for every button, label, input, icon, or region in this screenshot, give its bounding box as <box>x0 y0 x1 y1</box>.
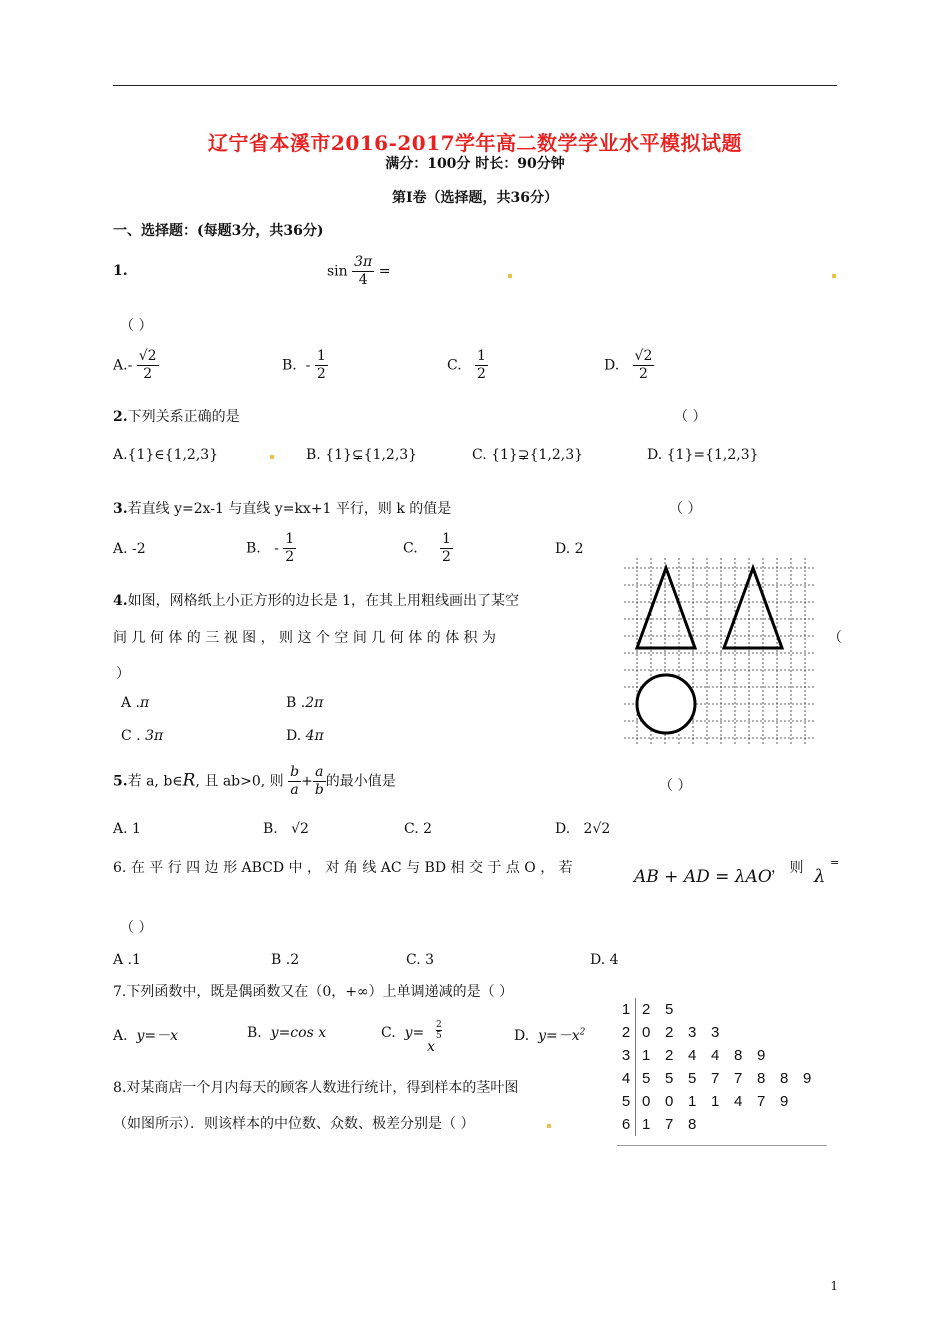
q3-option-d: D. 2 <box>555 541 584 557</box>
q4-line1 <box>113 590 519 610</box>
opt-label: A. <box>113 357 128 374</box>
leaf-value: 1 <box>688 1093 697 1110</box>
leaf-value: 7 <box>734 1070 743 1087</box>
opt-label: B. <box>246 540 261 557</box>
opt-label: D. <box>555 821 571 837</box>
q5-text1: 若 a, b∈ <box>127 773 183 790</box>
stem-leaf-baseline <box>617 1145 827 1146</box>
leaf-value: 2 <box>665 1047 674 1064</box>
leaf-value: 5 <box>688 1070 697 1087</box>
opt-value: 2√2 <box>583 821 611 837</box>
header-rule <box>113 85 837 86</box>
frac-den: 2 <box>316 366 326 382</box>
stem-leaf-row <box>617 998 826 1021</box>
stem-leaf-row <box>617 1113 826 1136</box>
stem-value: 5 <box>617 1090 636 1113</box>
opt-label: C. <box>447 357 462 374</box>
q5-plus: + <box>301 773 313 790</box>
opt-label: C. <box>403 540 418 557</box>
q5-number: 5. <box>113 773 128 790</box>
opt-label: A. <box>113 1028 128 1044</box>
frac-num: a <box>313 764 326 782</box>
q4-close-paren: ） <box>116 666 130 682</box>
stem-value: 1 <box>617 998 636 1021</box>
q6-stem <box>113 857 573 877</box>
opt-label: D. <box>286 728 302 744</box>
frac-num: 1 <box>316 348 326 364</box>
leaf-value: 5 <box>665 1070 674 1087</box>
q1-sin: sin <box>327 263 348 280</box>
q7-option-d <box>514 1025 585 1045</box>
q8-line1 <box>113 1077 518 1097</box>
leaf-values <box>636 1044 827 1067</box>
opt-label: B. {1} <box>306 447 352 463</box>
stem-leaf-plot <box>617 998 829 1146</box>
q2-answer-paren: （ ） <box>674 409 707 425</box>
section-heading: 一、选择题：(每题3分，共36分) <box>113 223 324 239</box>
q7-c-exponent <box>436 1020 442 1041</box>
opt-label: C . <box>121 728 141 744</box>
frac-num: b <box>290 764 300 780</box>
q3-option-a: A. -2 <box>113 541 146 557</box>
q4-option-a <box>121 695 149 711</box>
opt-sign: - <box>305 357 311 374</box>
q1-frac-den: 4 <box>358 272 368 288</box>
frac-den: 2 <box>477 366 486 382</box>
q2-option-c <box>472 447 583 463</box>
leaf-value: 1 <box>642 1047 651 1064</box>
q5-option-a: A. 1 <box>113 821 141 837</box>
frac-num: 1 <box>441 531 451 547</box>
leaf-value: 1 <box>711 1093 720 1110</box>
leaf-value: 0 <box>665 1093 674 1110</box>
opt-sign: - <box>274 540 279 557</box>
opt-label: A . <box>121 695 141 711</box>
opt-relation: ={1,2,3} <box>693 447 759 463</box>
page-title: 辽宁省本溪市2016-2017学年高二数学学业水平模拟试题 <box>207 131 743 155</box>
q3-number: 3. <box>113 501 128 517</box>
q6-lambda: λ <box>814 866 826 887</box>
exp-den: 5 <box>436 1031 442 1041</box>
leaf-value: 5 <box>642 1070 651 1087</box>
opt-value: y= <box>404 1025 425 1041</box>
q4-option-b <box>286 695 323 711</box>
q2-option-d <box>647 447 759 463</box>
q7-stem <box>113 981 513 1001</box>
q6-option-c: C. 3 <box>406 952 435 968</box>
leaf-values <box>636 1113 827 1136</box>
q3-answer-paren: （ ） <box>669 501 702 517</box>
frac-num: 1 <box>477 348 486 364</box>
leaf-value: 7 <box>711 1070 720 1087</box>
q2-stem <box>113 406 240 426</box>
mark-dot <box>508 274 512 278</box>
opt-label: D. <box>514 1028 530 1044</box>
leaf-value: 9 <box>757 1047 766 1064</box>
frac-num: √2 <box>634 348 653 364</box>
leaf-value: 4 <box>711 1047 720 1064</box>
opt-value: √2 <box>291 821 309 837</box>
q1-eq: = <box>378 263 391 280</box>
q7-number: 7. <box>113 984 127 1000</box>
opt-value: y=－x <box>538 1028 580 1044</box>
q7-c-base: x <box>427 1039 435 1055</box>
q1-option-c <box>447 348 488 383</box>
stem-leaf-row <box>617 1090 826 1113</box>
leaf-value: 0 <box>642 1024 651 1041</box>
stem-leaf-row <box>617 1021 826 1044</box>
q3-option-b <box>246 531 296 566</box>
q6-equation: AB + AD = λAO <box>634 867 772 887</box>
mark-dot <box>832 274 836 278</box>
mark-dot <box>270 455 274 459</box>
leaf-value: 4 <box>688 1047 697 1064</box>
frac-den: 2 <box>441 549 451 565</box>
stem-value: 6 <box>617 1113 636 1136</box>
leaf-value: 9 <box>780 1093 789 1110</box>
leaf-value: 5 <box>665 1001 674 1018</box>
stem-leaf-row <box>617 1044 826 1067</box>
q5-option-d <box>555 821 610 837</box>
stem-value: 4 <box>617 1067 636 1090</box>
q4-option-c <box>121 728 163 744</box>
opt-value: 2π <box>305 695 324 711</box>
opt-relation: ∈{1,2,3} <box>154 447 219 463</box>
q4-number: 4. <box>113 593 128 609</box>
q6-option-a: A .1 <box>113 952 141 968</box>
q7-text: 下列函数中，既是偶函数又在（0，+∞）上单调递减的是（ ） <box>126 984 514 1000</box>
leaf-value: 8 <box>688 1116 697 1133</box>
q8-text1: 对某商店一个月内每天的顾客人数进行统计，得到样本的茎叶图 <box>126 1080 519 1096</box>
q5-option-c: C. 2 <box>404 821 433 837</box>
q5-answer-paren: （ ） <box>659 778 692 794</box>
q5-stem <box>113 764 396 799</box>
q8-line2: （如图所示）．则该样本的中位数、众数、极差分别是（ ） <box>113 1116 475 1132</box>
opt-label: D. {1} <box>647 447 694 463</box>
leaf-values <box>636 998 827 1021</box>
q4-option-d <box>286 728 324 744</box>
leaf-value: 2 <box>665 1024 674 1041</box>
leaf-values <box>636 1067 827 1090</box>
part-heading: 第Ⅰ卷（选择题，共36分） <box>391 190 559 206</box>
frac-num: 1 <box>285 531 295 547</box>
opt-value: 4π <box>305 728 324 744</box>
leaf-value: 7 <box>665 1116 674 1133</box>
q1-option-b <box>282 348 328 383</box>
opt-label: C. {1} <box>472 447 518 463</box>
leaf-values <box>636 1090 827 1113</box>
leaf-value: 8 <box>757 1070 766 1087</box>
three-view-figure <box>620 556 840 746</box>
q4-text1: 如图，网格纸上小正方形的边长是 1，在其上用粗线画出了某空 <box>127 593 519 609</box>
q1-number: 1. <box>113 263 128 279</box>
opt-superscript: 2 <box>579 1027 586 1038</box>
stem-value: 2 <box>617 1021 636 1044</box>
q2-option-b <box>306 447 417 463</box>
q4-open-paren: （ <box>828 630 842 646</box>
q1-frac-num: 3π <box>354 254 373 270</box>
q1-expression <box>327 254 390 289</box>
opt-value: π <box>140 695 150 711</box>
q6-text: 在 平 行 四 边 形 ABCD 中 ， 对 角 线 AC 与 BD 相 交 于 点 O ， 若 <box>130 860 573 876</box>
exp-num: 2 <box>436 1020 442 1030</box>
frac-den: 2 <box>639 366 648 382</box>
q8-number: 8. <box>113 1080 127 1096</box>
q1-option-d <box>604 348 654 383</box>
frac-den: b <box>314 782 324 798</box>
opt-label: B. <box>282 357 297 374</box>
opt-relation: ⊊{1,2,3} <box>351 447 418 463</box>
q2-number: 2. <box>113 409 128 425</box>
q5-text3: 的最小值是 <box>325 773 396 790</box>
q3-stem <box>113 498 451 518</box>
top-view-circle <box>637 675 695 733</box>
q4-line2: 间 几 何 体 的 三 视 图 ， 则 这 个 空 间 几 何 体 的 体 积 为 <box>113 630 497 646</box>
q7-option-a <box>113 1025 178 1045</box>
q7-option-b <box>247 1025 326 1041</box>
opt-label: A.{1} <box>113 447 155 463</box>
opt-label: D. <box>604 357 620 374</box>
q7-option-c <box>381 1025 424 1041</box>
leaf-values <box>636 1021 827 1044</box>
frac-den: 2 <box>143 366 153 382</box>
page-number: 1 <box>830 1279 838 1293</box>
frac-den: a <box>290 782 299 798</box>
leaf-value: 9 <box>803 1070 812 1087</box>
mark-dot <box>547 1124 551 1128</box>
frac-den: 2 <box>285 549 295 565</box>
q3-text: 若直线 y=2x-1 与直线 y=kx+1 平行，则 k 的值是 <box>127 501 452 517</box>
q6-number: 6. <box>113 860 127 876</box>
opt-value: y=－x <box>136 1028 179 1044</box>
q5-real-set: R <box>182 770 196 791</box>
q3-option-c <box>403 531 453 566</box>
q5-text2: , 且 ab>0, 则 <box>195 773 284 790</box>
opt-value: 3π <box>145 728 164 744</box>
q2-text: 下列关系正确的是 <box>127 409 240 425</box>
exam-meta: 满分：100分 时长：90分钟 <box>385 156 565 172</box>
q6-equals: = <box>830 856 840 869</box>
opt-label: B . <box>286 695 306 711</box>
leaf-value: 3 <box>711 1024 720 1041</box>
opt-label: B. <box>263 821 278 837</box>
frac-num: √2 <box>138 348 157 364</box>
stem-value: 3 <box>617 1044 636 1067</box>
leaf-value: 0 <box>642 1093 651 1110</box>
q6-option-d: D. 4 <box>590 952 619 968</box>
q2-option-a <box>113 447 218 463</box>
stem-leaf-row <box>617 1067 826 1090</box>
leaf-value: 2 <box>642 1001 651 1018</box>
q1-answer-paren: （ ） <box>120 318 153 334</box>
opt-value: y=cos x <box>270 1025 327 1041</box>
opt-label: C. <box>381 1025 396 1041</box>
leaf-value: 8 <box>780 1070 789 1087</box>
opt-label: B. <box>247 1025 262 1041</box>
opt-relation: ⊋{1,2,3} <box>517 447 584 463</box>
leaf-value: 7 <box>757 1093 766 1110</box>
leaf-value: 4 <box>734 1093 743 1110</box>
stem-leaf-table <box>617 998 826 1136</box>
q6-option-b: B .2 <box>271 952 300 968</box>
leaf-value: 3 <box>688 1024 697 1041</box>
q5-option-b <box>263 821 309 837</box>
q6-answer-paren: （ ） <box>120 920 153 936</box>
opt-sign: - <box>127 357 133 374</box>
q6-tail: ， 则 <box>771 860 804 876</box>
leaf-value: 8 <box>734 1047 743 1064</box>
q1-option-a <box>113 348 159 383</box>
leaf-value: 1 <box>642 1116 651 1133</box>
